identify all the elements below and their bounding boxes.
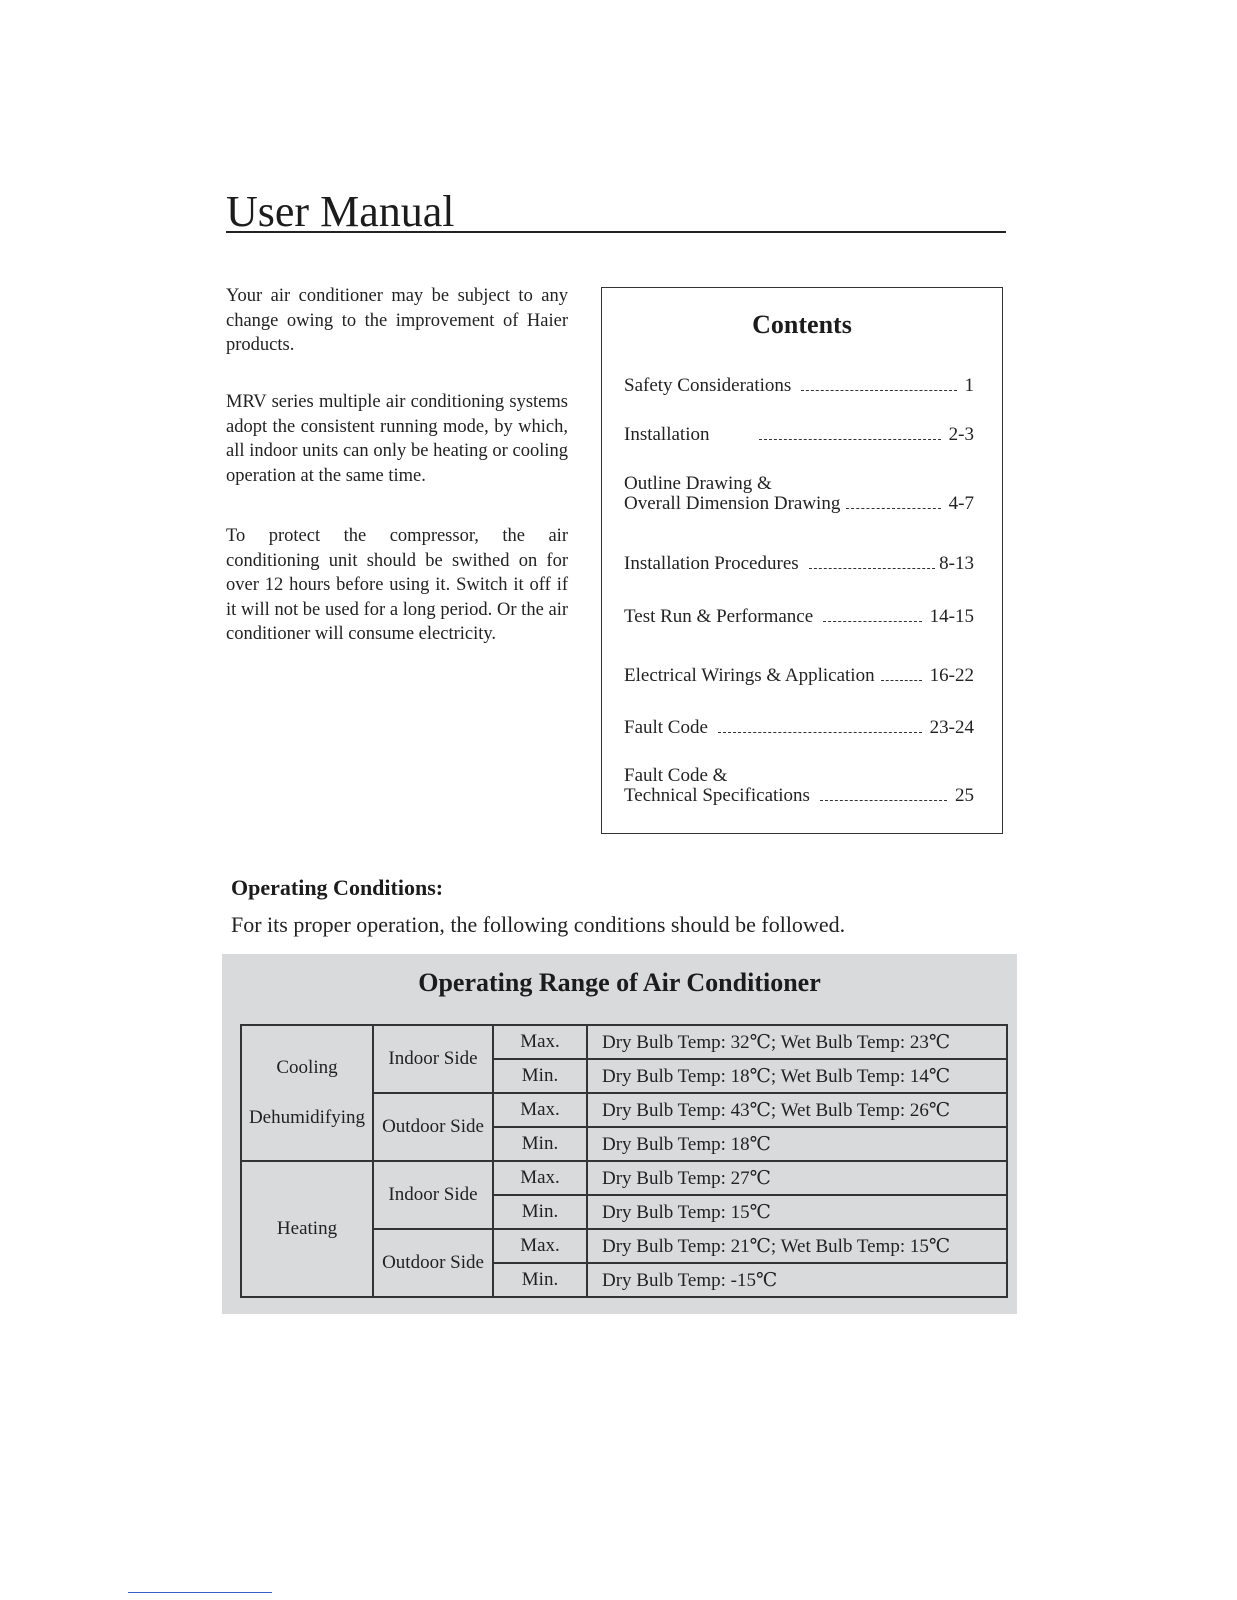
toc-page: 4-7: [948, 493, 974, 514]
toc-label: Installation: [624, 424, 710, 445]
toc-page: 8-13: [939, 553, 974, 574]
operating-range-table: [240, 1024, 1008, 1298]
toc-leader: [820, 800, 947, 801]
spec-cell: Dry Bulb Temp: -15℃: [587, 1263, 1007, 1297]
toc-leader: [846, 508, 940, 509]
toc-label: Electrical Wirings & Application: [624, 665, 875, 686]
spec-cell: Dry Bulb Temp: 18℃: [587, 1127, 1007, 1161]
toc-leader: [881, 680, 922, 681]
toc-leader: [801, 390, 956, 391]
spec-cell: Dry Bulb Temp: 43℃; Wet Bulb Temp: 26℃: [587, 1093, 1007, 1127]
side-indoor: Indoor Side: [373, 1025, 493, 1093]
max-label: Max.: [493, 1025, 587, 1059]
operating-range-panel: [222, 954, 1017, 1314]
toc-entry-fault-code[interactable]: [624, 718, 974, 738]
toc-entry-technical-specifications[interactable]: [624, 766, 974, 806]
table-row: [241, 1025, 1007, 1059]
min-label: Min.: [493, 1059, 587, 1093]
intro-paragraph-compressor: To protect the compressor, the air conditioning unit should be swithed on for over 12 hours before using it. Switch it off if it will not be used for a long period. Or the air conditioner will consume electricity.: [226, 526, 568, 644]
toc-entry-safety[interactable]: [624, 376, 974, 396]
intro-paragraph-running-mode: MRV series multiple air conditioning systems adopt the consistent running mode, by which, all indoor units can only be heating or cooling operation at the same time.: [226, 392, 568, 486]
toc-label: Outline Drawing &: [624, 473, 772, 494]
toc-label: Fault Code &: [624, 765, 728, 786]
mode-cell-cooling-dehumidifying: [241, 1025, 373, 1161]
spec-cell: Dry Bulb Temp: 21℃; Wet Bulb Temp: 15℃: [587, 1229, 1007, 1263]
side-outdoor: Outdoor Side: [373, 1093, 493, 1161]
contents-heading: Contents: [752, 310, 852, 339]
toc-label: Fault Code: [624, 717, 708, 738]
mode-dehumidifying: Dehumidifying: [248, 1107, 366, 1128]
spec-cell: Dry Bulb Temp: 27℃: [587, 1161, 1007, 1195]
side-indoor: Indoor Side: [373, 1161, 493, 1229]
operating-range-title: Operating Range of Air Conditioner: [418, 968, 821, 997]
operating-conditions-heading: Operating Conditions:: [231, 875, 444, 900]
spec-cell: Dry Bulb Temp: 15℃: [587, 1195, 1007, 1229]
toc-entry-installation[interactable]: [624, 425, 974, 445]
toc-label: Overall Dimension Drawing: [624, 493, 841, 514]
footer-link-underline[interactable]: [128, 1592, 272, 1593]
table-row: [241, 1161, 1007, 1195]
mode-heating: Heating: [241, 1161, 373, 1297]
toc-leader: [809, 568, 936, 569]
toc-page: 16-22: [929, 665, 974, 686]
toc-leader: [718, 732, 922, 733]
toc-entry-installation-procedures[interactable]: [624, 554, 974, 574]
toc-page: 25: [955, 785, 974, 806]
toc-label: Installation Procedures: [624, 553, 799, 574]
min-label: Min.: [493, 1195, 587, 1229]
title-underline: [226, 231, 1006, 233]
toc-page: 1: [964, 375, 974, 396]
toc-leader: [759, 439, 940, 440]
spec-cell: Dry Bulb Temp: 32℃; Wet Bulb Temp: 23℃: [587, 1025, 1007, 1059]
max-label: Max.: [493, 1093, 587, 1127]
page-title: User Manual: [226, 187, 455, 236]
operating-conditions-text: For its proper operation, the following conditions should be followed.: [231, 912, 846, 937]
contents-box: [601, 287, 1003, 834]
side-outdoor: Outdoor Side: [373, 1229, 493, 1297]
toc-label: Test Run & Performance: [624, 606, 814, 627]
toc-page: 14-15: [929, 606, 974, 627]
intro-paragraph-improvement: Your air conditioner may be subject to any change owing to the improvement of Haier products.: [226, 286, 568, 355]
spec-cell: Dry Bulb Temp: 18℃; Wet Bulb Temp: 14℃: [587, 1059, 1007, 1093]
mode-cooling: Cooling: [276, 1057, 338, 1078]
toc-entry-electrical-wirings[interactable]: [624, 666, 974, 686]
toc-entry-outline-drawing[interactable]: [624, 474, 974, 514]
toc-page: 2-3: [948, 424, 974, 445]
min-label: Min.: [493, 1263, 587, 1297]
max-label: Max.: [493, 1229, 587, 1263]
toc-entry-test-run[interactable]: [624, 607, 974, 627]
toc-label: Technical Specifications: [624, 785, 810, 806]
toc-label: Safety Considerations: [624, 375, 792, 396]
toc-page: 23-24: [929, 717, 974, 738]
min-label: Min.: [493, 1127, 587, 1161]
toc-leader: [823, 621, 922, 622]
max-label: Max.: [493, 1161, 587, 1195]
